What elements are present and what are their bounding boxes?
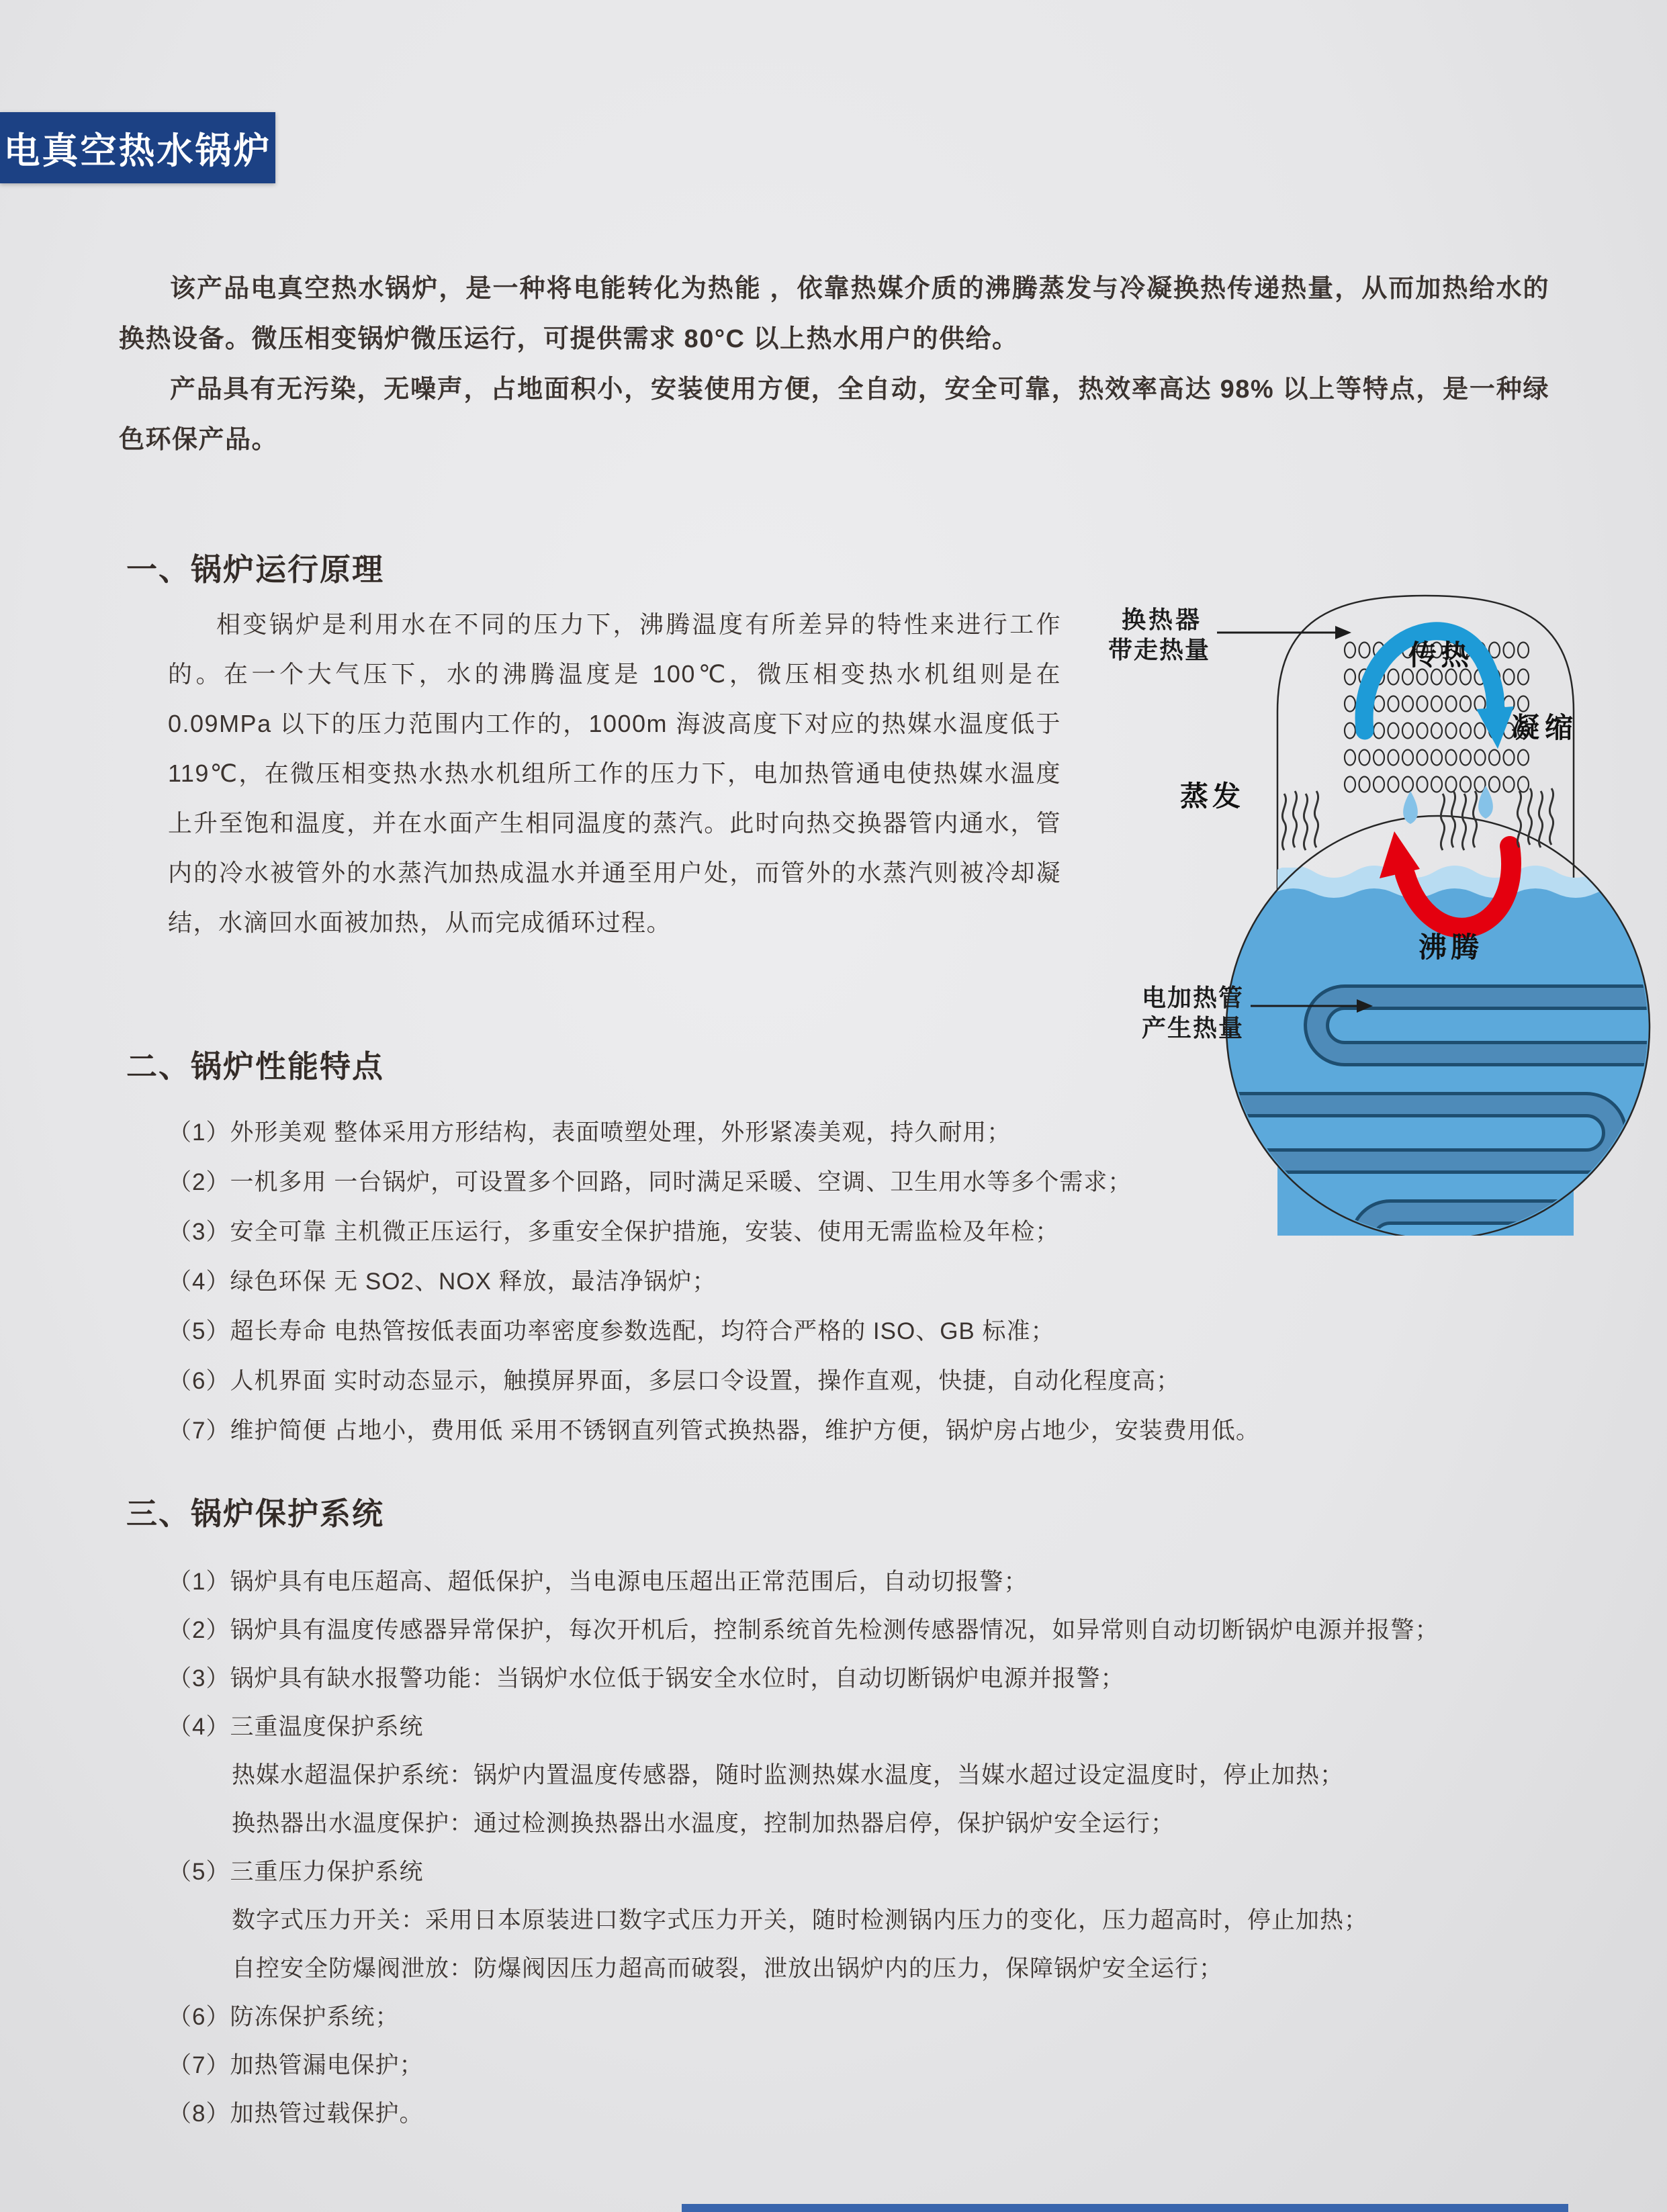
water-surface-band: [1193, 866, 1667, 898]
footer-accent-bar: [682, 2204, 1568, 2212]
section3-heading: 三、锅炉保护系统: [126, 1496, 384, 1531]
intro-paragraph-2: 产品具有无污染，无噪声，占地面积小，安装使用方便，全自动，安全可靠，热效率高达 98% 以上等特点，是一种绿色环保产品。: [119, 375, 1549, 454]
section2-list: [168, 1108, 1260, 1456]
list-item: （4）绿色环保 无 SO2、NOX 释放，最洁净锅炉；: [168, 1269, 717, 1295]
page-title: 电真空热水锅炉: [3, 130, 272, 171]
list-item: （2）锅炉具有温度传感器异常保护，每次开机后，控制系统首先检测传感器情况，如异常则自动切断锅炉电源并报警；: [168, 1617, 1439, 1643]
evaporate-label: 蒸发: [1179, 780, 1245, 812]
exchanger-label-line2: 带走热量: [1108, 636, 1210, 663]
title-banner: [0, 112, 275, 183]
exchanger-label-line1: 换热器: [1121, 606, 1202, 633]
intro-paragraph-1: 该产品电真空热水锅炉，是一种将电能转化为热能 ，依靠热媒介质的沸腾蒸发与冷凝换热传递热量，从而加热给水的换热设备。微压相变锅炉微压运行，可提供需求 80°C 以上热水用户的供给。: [119, 275, 1549, 353]
intro-paragraphs: [119, 264, 1549, 465]
heater-label-line2: 产生热量: [1141, 1014, 1244, 1042]
list-subitem: 换热器出水温度保护：通过检测换热器出水温度，控制加热器启停，保护锅炉安全运行；: [232, 1810, 1175, 1837]
exchanger-callout-arrowhead-icon: [1335, 626, 1351, 639]
list-subitem: 数字式压力开关：采用日本原装进口数字式压力开关，随时检测锅内压力的变化，压力超高时，停止加热；: [232, 1907, 1369, 1933]
list-item: （1）锅炉具有电压超高、超低保护，当电源电压超出正常范围后，自动切报警；: [168, 1569, 1028, 1595]
section2-heading: 二、锅炉性能特点: [126, 1049, 384, 1084]
list-subitem: 自控安全防爆阀泄放：防爆阀因压力超高而破裂，泄放出锅炉内的压力，保障锅炉安全运行；: [232, 1955, 1224, 1982]
list-item: （7）加热管漏电保护；: [168, 2052, 424, 2078]
condense-label: 凝缩: [1511, 712, 1579, 743]
heat-transfer-label: 传热: [1408, 639, 1474, 671]
list-item: （2）一机多用 一台锅炉，可设置多个回路，同时满足采暖、空调、卫生用水等多个需求；: [168, 1169, 1132, 1195]
list-item: （5）超长寿命 电热管按低表面功率密度参数选配，均符合严格的 ISO、GB 标准；: [168, 1318, 1055, 1344]
list-item: （1）外形美观 整体采用方形结构，表面喷塑处理，外形紧凑美观，持久耐用；: [168, 1119, 1011, 1146]
section1-body: 相变锅炉是利用水在不同的压力下，沸腾温度有所差异的特性来进行工作的。在一个大气压下，水的沸腾温度是 100℃，微压相变热水机组则是在 0.09MPa 以下的压力范围内工作的，1000m 海波高度下对应的热媒水温度低于 119℃，在微压相变热水热水机组所工作的压力下，电加热管通电使热媒水温度上升至饱和温度，并在水面产生相同温度的蒸汽。此时向热交换器管内通水，管内的冷水被管外的水蒸汽加热成温水并通至用户处，而管外的水蒸汽则被冷却凝结，水滴回水面被加热，从而完成循环过程。: [168, 610, 1061, 936]
list-item: （6）防冻保护系统；: [168, 2004, 400, 2030]
list-item: （4）三重温度保护系统: [168, 1714, 424, 1740]
list-item: （7）维护简便 占地小，费用低 采用不锈钢直列管式换热器，维护方便，锅炉房占地少，安装费用低。: [168, 1418, 1260, 1444]
list-subitem: 热媒水超温保护系统：锅炉内置温度传感器，随时监测热媒水温度，当媒水超过设定温度时，停止加热；: [232, 1762, 1345, 1788]
section1-heading: 一、锅炉运行原理: [126, 552, 384, 587]
boiling-label: 沸腾: [1418, 931, 1484, 963]
list-item: （3）安全可靠 主机微正压运行，多重安全保护措施，安装、使用无需监检及年检；: [168, 1219, 1060, 1245]
list-item: （6）人机界面 实时动态显示，触摸屏界面，多层口令设置，操作直观，快捷，自动化程度高；: [168, 1368, 1181, 1394]
section3-list: [168, 1558, 1439, 2138]
list-item: （8）加热管过载保护。: [168, 2101, 424, 2127]
list-item: （3）锅炉具有缺水报警功能：当锅炉水位低于锅安全水位时，自动切断锅炉电源并报警；: [168, 1665, 1125, 1692]
list-item: （5）三重压力保护系统: [168, 1859, 424, 1885]
heater-label-line1: 电加热管: [1141, 984, 1244, 1011]
